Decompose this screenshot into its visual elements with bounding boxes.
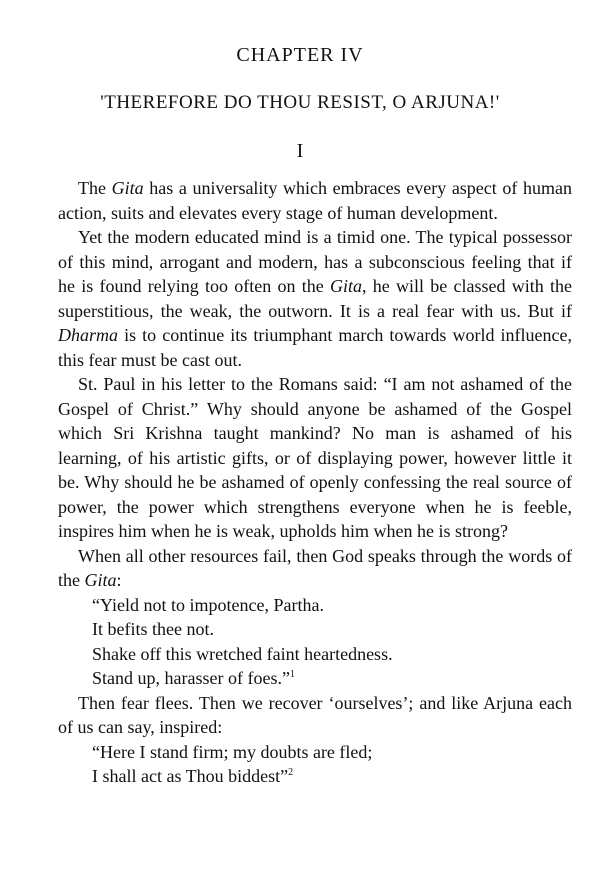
- text-run: has a universality which embraces every aspect of human action, suits and elevates every stage of human development.: [58, 178, 573, 223]
- text-run: Yet the modern educated mind is a timid one. The typical possessor of this mind, arrogant and modern, has a subconscious feeling that if he is found relying too often on the: [58, 227, 572, 296]
- text-run: When all other resources fail, then God speaks through the words of the: [58, 545, 572, 590]
- footnote-marker: 2: [288, 767, 294, 778]
- paragraph-3: St. Paul in his letter to the Romans said: “I am not ashamed of the Gospel of Christ.” Why should anyone be ashamed of the Gospel which Sri Krishna taught mankind? No man is ashamed of his learning, of his artistic gifts, or of displaying power, however little it be. Why should he be ashamed of openly confessing the real source of power, the power which strengthens everyone when he is feeble, inspires him when he is weak, upholds him when he is strong?: [58, 374, 572, 541]
- section-number: I: [296, 140, 304, 162]
- verse-line: “Here I stand firm; my doubts are fled;: [92, 741, 373, 762]
- text-run: , he will be classed with the superstitious, the weak, the outworn. It is a real fear with us. But if: [58, 276, 572, 321]
- footnote-marker: 1: [289, 669, 295, 680]
- paragraph-2: [58, 225, 572, 372]
- paragraph-5: Then fear flees. Then we recover ‘ourselves’; and like Arjuna each of us can say, inspired:: [58, 692, 572, 737]
- verse-line: “Yield not to impotence, Partha.: [92, 594, 324, 615]
- chapter-title: 'THEREFORE DO THOU RESIST, O ARJUNA!': [100, 92, 500, 113]
- italic-term: Dharma: [58, 325, 119, 345]
- verse-line: It befits thee not.: [92, 619, 214, 639]
- italic-term: Gita: [84, 570, 117, 590]
- verse-quote-2: [58, 740, 572, 789]
- body-text: [58, 176, 572, 789]
- verse-quote-1: [58, 593, 572, 691]
- italic-term: Gita: [111, 178, 144, 198]
- paragraph-4: [58, 544, 572, 593]
- text-run: The: [78, 178, 112, 198]
- chapter-heading: CHAPTER IV: [236, 44, 364, 66]
- text-run: Stand up, harasser of foes.”: [92, 668, 290, 688]
- text-run: :: [116, 570, 122, 590]
- italic-term: Gita: [330, 276, 363, 296]
- paragraph-1: [58, 176, 572, 225]
- verse-line: Shake off this wretched faint heartedness.: [92, 643, 393, 664]
- text-run: I shall act as Thou biddest”: [92, 766, 289, 786]
- verse-line: [92, 764, 572, 789]
- text-run: is to continue its triumphant march towards world influence, this fear must be cast out.: [58, 325, 572, 370]
- verse-line: [92, 666, 572, 691]
